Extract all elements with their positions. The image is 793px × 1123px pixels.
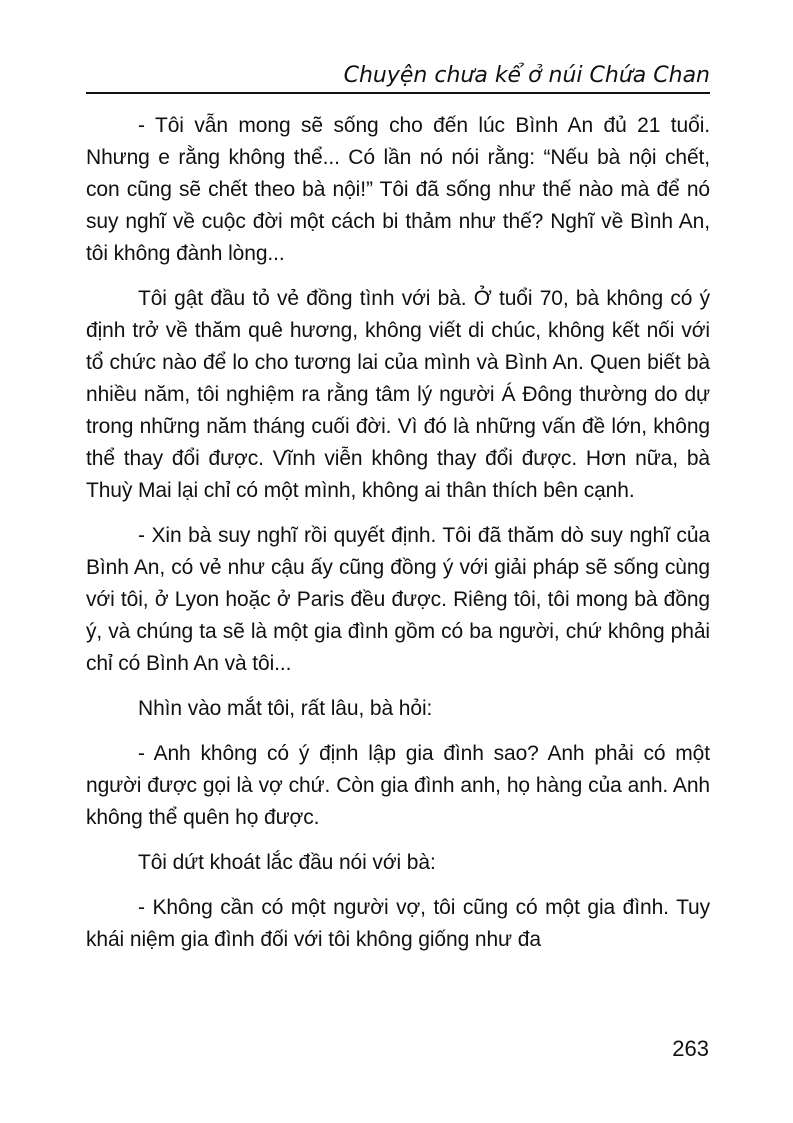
paragraph: Tôi dứt khoát lắc đầu nói với bà:: [138, 851, 436, 874]
header-rule: [86, 92, 710, 94]
paragraph: Tôi gật đầu tỏ vẻ đồng tình với bà. Ở tuổi 70, bà không có ý định trở về thăm quê hương, không viết di chúc, không kết nối với tổ chức nào để lo cho tương lai của mình và Bình An. Quen biết bà nhiều năm, tôi nghiệm ra rằng tâm lý người Á Đông thường do dự trong những năm tháng cuối đời. Vì đó là những vấn đề lớn, không thể thay đổi được. Vĩnh viễn không thay đổi được. Hơn nữa, bà Thuỳ Mai lại chỉ có một mình, không ai thân thích bên cạnh.: [86, 287, 710, 502]
paragraph: Nhìn vào mắt tôi, rất lâu, bà hỏi:: [138, 697, 433, 720]
running-header: Chuyện chưa kể ở núi Chứa Chan: [343, 63, 710, 88]
paragraph: - Xin bà suy nghĩ rồi quyết định. Tôi đã thăm dò suy nghĩ của Bình An, có vẻ như cậu ấy cũng đồng ý với giải pháp sẽ sống cùng với tôi, ở Lyon hoặc ở Paris đều được. Riêng tôi, tôi mong bà đồng ý, và chúng ta sẽ là một gia đình gồm có ba người, chứ không phải chỉ có Bình An và tôi...: [86, 524, 710, 675]
paragraph: - Anh không có ý định lập gia đình sao? Anh phải có một người được gọi là vợ chứ. Còn gia đình anh, họ hàng của anh. Anh không thể quên họ được.: [86, 742, 710, 829]
page-number: 263: [672, 1036, 709, 1061]
paragraph: - Không cần có một người vợ, tôi cũng có một gia đình. Tuy khái niệm gia đình đối với tôi không giống như đa: [86, 896, 710, 951]
paragraph: - Tôi vẫn mong sẽ sống cho đến lúc Bình An đủ 21 tuổi. Nhưng e rằng không thể... Có lần nó nói rằng: “Nếu bà nội chết, con cũng sẽ chết theo bà nội!” Tôi đã sống như thế nào mà để nó suy nghĩ về cuộc đời một cách bi thảm như thế? Nghĩ về Bình An, tôi không đành lòng...: [86, 114, 710, 265]
body-text: [86, 110, 710, 969]
